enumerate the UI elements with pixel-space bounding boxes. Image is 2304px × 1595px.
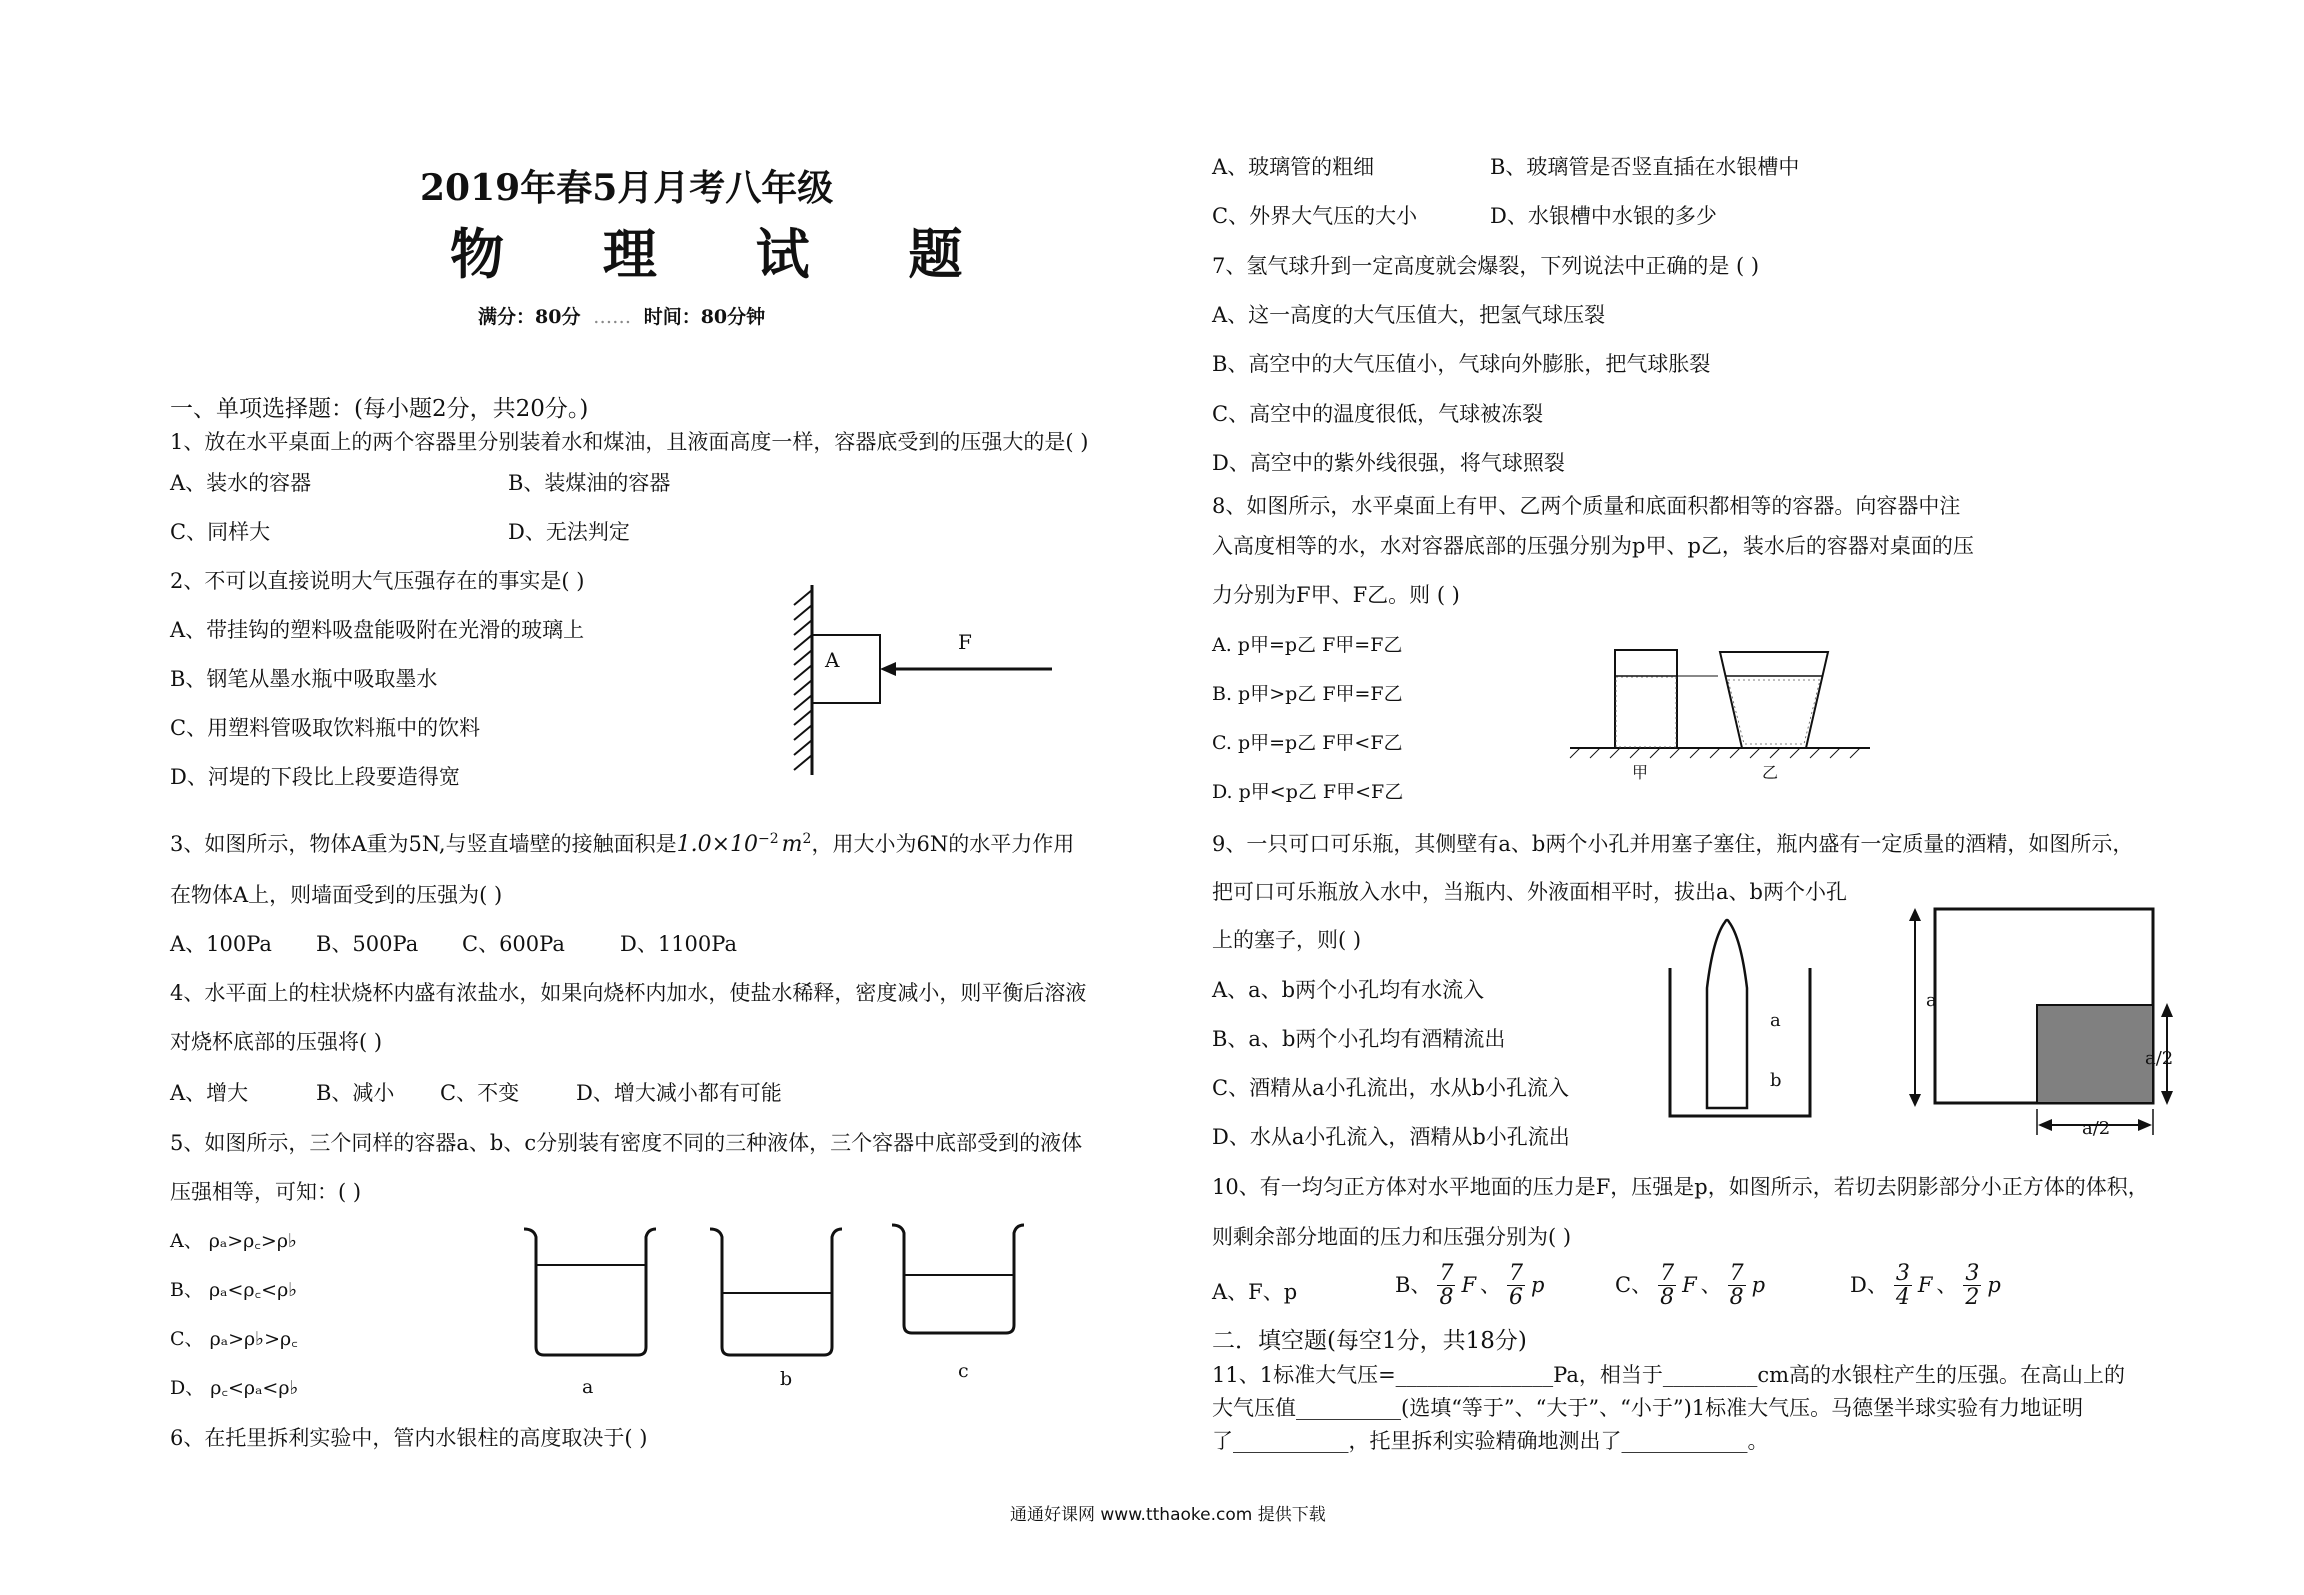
container-yi (1720, 652, 1828, 748)
q6-option-c: C、外界大气压的大小 (1212, 204, 1418, 228)
q2-option-a: A、带挂钩的塑料吸盘能吸附在光滑的玻璃上 (170, 618, 585, 642)
q2-wall-figure (790, 585, 1060, 775)
q6-option-a: A、玻璃管的粗细 (1212, 155, 1375, 179)
cube-half-horizontal-label: a/2 (2082, 1118, 2111, 1139)
q10-c-var1: F (1682, 1273, 1697, 1298)
q10-d-den1: 4 (1895, 1285, 1910, 1311)
q10-d-num2: 3 (1965, 1261, 1980, 1286)
q10-c-frac1 (1658, 1262, 1676, 1309)
cube-side-label: a (1926, 990, 1937, 1011)
q10-c-sep: 、 (1700, 1273, 1722, 1298)
cube-half-vertical-label: a/2 (2145, 1048, 2174, 1069)
arrow-left-icon (880, 662, 896, 676)
q10-b-var1: F (1461, 1273, 1477, 1298)
q4-option-b: B、减小 (316, 1081, 395, 1105)
score-label: 满分：80分 (478, 306, 581, 328)
q7-option-c: C、高空中的温度很低，气球被冻裂 (1212, 402, 1544, 426)
q8-option-a: A. p甲=p乙 F甲=F乙 (1212, 634, 1403, 656)
q7-option-a: A、这一高度的大气压值大，把氢气球压裂 (1212, 303, 1606, 327)
q5-option-a: A、 ρₐ>ρ꜀>ρ♭ (170, 1230, 297, 1252)
arrow-up-icon (1909, 908, 1921, 921)
q2-option-d: D、河堤的下段比上段要造得宽 (170, 765, 460, 789)
q8-label-yi: 乙 (1762, 763, 1779, 782)
q10-option-b (1395, 1262, 1544, 1309)
q11-line3: 了___________，托里拆利实验精确地测出了____________。 (1212, 1429, 1769, 1453)
q10-d-frac1 (1894, 1262, 1912, 1309)
q2-stem: 2、不可以直接说明大气压强存在的事实是( ) (170, 569, 585, 593)
q3-formula: 1.0×10 (676, 832, 759, 857)
cut-cube-shaded (2037, 1005, 2153, 1103)
q10-b-frac2 (1507, 1262, 1525, 1309)
q10-c-frac2 (1728, 1262, 1746, 1309)
q2-label-f: F (958, 630, 972, 654)
exam-title: 2019年春5月月考八年级 (420, 167, 834, 209)
q8-containers-figure (1570, 650, 1880, 760)
beaker-c (892, 1225, 1024, 1333)
q10-d-den2: 2 (1965, 1285, 1980, 1311)
q6-stem: 6、在托里拆利实验中，管内水银柱的高度取决于( ) (170, 1426, 648, 1450)
q11-line2: 大气压值__________(选填“等于”、“大于”、“小于”)1标准大气压。马德堡半球实验有力地证明 (1212, 1396, 2084, 1420)
q10-d-var2: p (1987, 1273, 2001, 1298)
q10-d-label: D、 (1850, 1273, 1888, 1298)
beaker-a-label: a (582, 1376, 594, 1398)
q10-b-var2: p (1531, 1273, 1545, 1298)
q10-option-c (1615, 1262, 1765, 1309)
q3-option-a: A、100Pa (170, 932, 272, 956)
section-2-heading: 二．填空题(每空1分，共18分) (1212, 1328, 1527, 1354)
q10-stem-line1: 10、有一均匀正方体对水平地面的压力是F，压强是p，如图所示，若切去阴影部分小正方体的体积， (1212, 1175, 2149, 1199)
subject-title: 物 理 试 题 (450, 222, 1003, 286)
q8-option-c: C. p甲=p乙 F甲<F乙 (1212, 732, 1403, 754)
q5-stem-line2: 压强相等，可知：( ) (170, 1180, 362, 1204)
q1-option-a: A、装水的容器 (170, 471, 312, 495)
q10-c-label: C、 (1615, 1273, 1653, 1298)
cola-bottle (1707, 920, 1747, 1108)
q2-option-b: B、钢笔从墨水瓶中吸取墨水 (170, 667, 438, 691)
q9-option-d: D、水从a小孔流入，酒精从b小孔流出 (1212, 1125, 1570, 1149)
q9-stem-line1: 9、一只可口可乐瓶，其侧壁有a、b两个小孔并用塞子塞住，瓶内盛有一定质量的酒精，如图所示， (1212, 832, 2134, 856)
q7-stem: 7、氢气球升到一定高度就会爆裂，下列说法中正确的是 ( ) (1212, 254, 1760, 278)
q10-d-var1: F (1917, 1273, 1933, 1298)
q10-option-d (1850, 1262, 2001, 1309)
q9-option-a: A、a、b两个小孔均有水流入 (1212, 978, 1485, 1002)
q1-option-c: C、同样大 (170, 520, 271, 544)
q9-option-c: C、酒精从a小孔流出，水从b小孔流入 (1212, 1076, 1570, 1100)
container-jia (1615, 650, 1677, 748)
q10-b-label: B、 (1395, 1273, 1432, 1298)
q9-stem-line3: 上的塞子，则( ) (1212, 928, 1362, 952)
q10-d-num1: 3 (1895, 1261, 1910, 1286)
q3-stem-line2: 在物体A上，则墙面受到的压强为( ) (170, 883, 503, 907)
q8-stem-line2: 入高度相等的水，水对容器底部的压强分别为p甲、p乙，装水后的容器对桌面的压 (1212, 534, 1974, 558)
time-label: 时间：80分钟 (643, 306, 766, 328)
q3-unit: m (781, 832, 803, 857)
beaker-b-label: b (780, 1368, 793, 1390)
section-1-heading: 一、单项选择题：(每小题2分，共20分。) (170, 396, 589, 422)
q3-unit-exp: 2 (802, 831, 812, 847)
water-tank (1670, 968, 1810, 1116)
q10-c-num1: 7 (1660, 1261, 1675, 1286)
q3-stem-part1: 3、如图所示，物体A重为5N,与竖直墙壁的接触面积是 (170, 832, 677, 856)
q10-d-sep: 、 (1936, 1273, 1958, 1298)
q3-option-c: C、600Pa (462, 932, 565, 956)
q2-label-a: A (825, 648, 840, 672)
meta-dots: …… (593, 306, 632, 328)
q8-stem-line1: 8、如图所示，水平桌面上有甲、乙两个质量和底面积都相等的容器。向容器中注 (1212, 494, 1961, 518)
arrow-right-icon (2138, 1119, 2152, 1131)
q1-stem: 1、放在水平桌面上的两个容器里分别装着水和煤油，且液面高度一样，容器底受到的压强大的是( ) (170, 430, 1089, 454)
q10-b-den1: 8 (1439, 1285, 1454, 1311)
q4-option-a: A、增大 (170, 1081, 249, 1105)
q6-option-d: D、水银槽中水银的多少 (1490, 204, 1717, 228)
block-a (812, 635, 880, 703)
q10-b-frac1 (1437, 1262, 1455, 1309)
q5-option-c: C、 ρₐ>ρ♭>ρ꜀ (170, 1328, 298, 1350)
q10-c-num2: 7 (1729, 1261, 1744, 1286)
q10-c-var2: p (1751, 1273, 1766, 1298)
q7-option-d: D、高空中的紫外线很强，将气球照裂 (1212, 451, 1565, 475)
q3-stem (170, 832, 1074, 856)
q6-option-b: B、玻璃管是否竖直插在水银槽中 (1490, 155, 1800, 179)
q3-stem-part2: ，用大小为6N的水平力作用 (811, 832, 1075, 856)
q4-option-c: C、不变 (440, 1081, 520, 1105)
q10-option-a: A、F、p (1212, 1280, 1298, 1304)
beaker-c-label: c (958, 1360, 969, 1382)
q5-beakers-figure (520, 1225, 1040, 1365)
q4-stem-line2: 对烧杯底部的压强将( ) (170, 1030, 383, 1054)
q1-option-d: D、无法判定 (508, 520, 630, 544)
q10-c-den2: 8 (1729, 1285, 1744, 1311)
q10-b-sep: 、 (1480, 1273, 1502, 1298)
q5-stem-line1: 5、如图所示，三个同样的容器a、b、c分别装有密度不同的三种液体，三个容器中底部受到的液体 (170, 1131, 1083, 1155)
q3-option-d: D、1100Pa (620, 932, 737, 956)
q8-stem-line3: 力分别为F甲、F乙。则 ( ) (1212, 583, 1460, 607)
q10-stem-line2: 则剩余部分地面的压力和压强分别为( ) (1212, 1225, 1572, 1249)
q10-c-den1: 8 (1660, 1285, 1675, 1311)
q5-option-d: D、 ρ꜀<ρₐ<ρ♭ (170, 1377, 299, 1399)
q3-option-b: B、500Pa (316, 932, 419, 956)
q10-b-num2: 7 (1509, 1261, 1524, 1286)
arrow-left-icon (2038, 1119, 2052, 1131)
arrow-down-icon (2161, 1091, 2173, 1105)
q10-cube-figure (1905, 905, 2185, 1145)
arrow-down-icon (1909, 1094, 1921, 1107)
q2-option-c: C、用塑料管吸取饮料瓶中的饮料 (170, 716, 481, 740)
q9-hole-a-label: a (1770, 1010, 1781, 1031)
q5-option-b: B、 ρₐ<ρ꜀<ρ♭ (170, 1279, 298, 1301)
q8-option-b: B. p甲>p乙 F甲=F乙 (1212, 683, 1403, 705)
beaker-a (524, 1229, 656, 1355)
q8-option-d: D. p甲<p乙 F甲<F乙 (1212, 781, 1404, 803)
q7-option-b: B、高空中的大气压值小，气球向外膨胀，把气球胀裂 (1212, 352, 1711, 376)
q9-stem-line2: 把可口可乐瓶放入水中，当瓶内、外液面相平时，拔出a、b两个小孔 (1212, 880, 1847, 904)
q11-line1: 11、1标准大气压=_______________Pa，相当于_________cm高的水银柱产生的压强。在高山上的 (1212, 1363, 2126, 1387)
q10-d-frac2 (1963, 1262, 1981, 1309)
q10-b-num1: 7 (1439, 1261, 1454, 1286)
q1-option-b: B、装煤油的容器 (508, 471, 671, 495)
q9-option-b: B、a、b两个小孔均有酒精流出 (1212, 1027, 1506, 1051)
q4-option-d: D、增大减小都有可能 (576, 1081, 782, 1105)
q10-b-den2: 6 (1509, 1285, 1524, 1311)
exam-meta (478, 302, 765, 329)
q9-bottle-figure (1665, 918, 1815, 1123)
q3-formula-exp: −2 (758, 831, 779, 847)
q4-stem-line1: 4、水平面上的柱状烧杯内盛有浓盐水，如果向烧杯内加水，使盐水稀释，密度减小，则平衡后溶液 (170, 981, 1087, 1005)
page-footer: 通通好课网 www.tthaoke.com 提供下载 (1010, 1505, 1326, 1525)
q8-label-jia: 甲 (1632, 763, 1649, 782)
q9-hole-b-label: b (1770, 1070, 1782, 1091)
beaker-b (710, 1229, 842, 1355)
arrow-up-icon (2161, 1003, 2173, 1017)
